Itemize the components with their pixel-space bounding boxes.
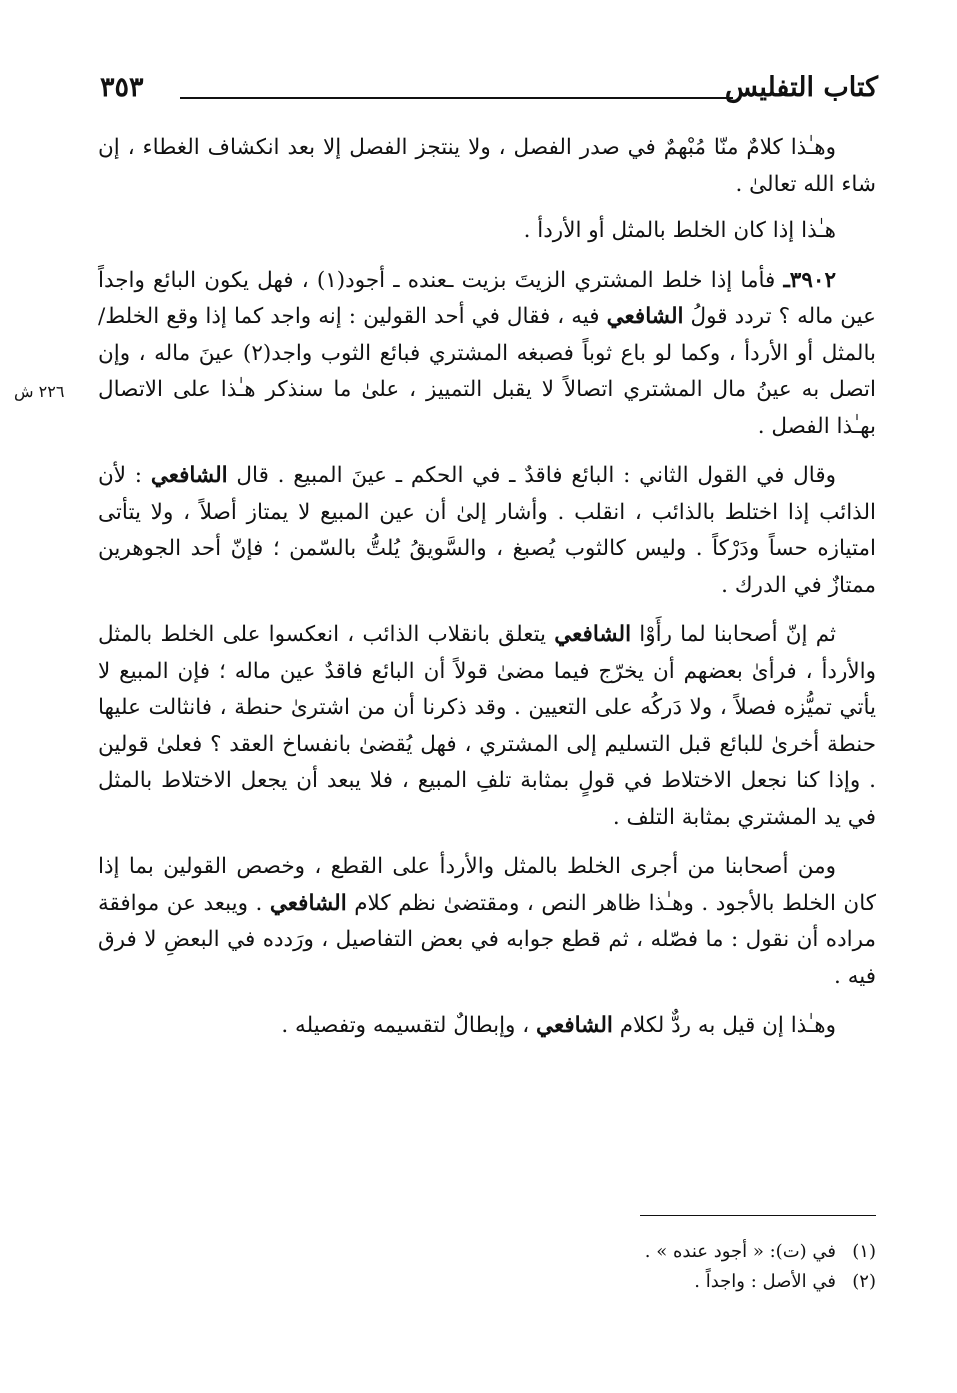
header-rule xyxy=(180,97,733,99)
paragraph: ٣٩٠٢ـ فأما إذا خلط المشتري الزيتَ بزيت ـعنده ـ أجود(١) ، فهل يكون البائع واجداً عين ماله ؟ تردد قولُ الشافعي فيه ، فقال في أحد القولين : إنه واجد كما إذا وقع الخلط/ بالمثل أو الأردأ ، وكما لو باع ثوباً فصبغه المشتري فبائع الثوب واجد(٢) عينَ ماله ، وإن اتصل به عينُ مال المشتري اتصالاً لا يقبل التمييز ، علىٰ ما سنذكر هـٰذا على الاتصال بهـٰذا الفصل . xyxy=(98,267,876,439)
footnotes xyxy=(300,1237,876,1297)
page-header xyxy=(100,68,878,112)
footnote-text: في (ت): « أجود عنده » . xyxy=(644,1241,836,1262)
paragraph: ومن أصحابنا من أجرى الخلط بالمثل والأردأ على القطع ، وخصص القولين بما إذا كان الخلط بالأجود . وهـٰذا ظاهر النص ، ومقتضىٰ نظم كلام الشافعي . ويبعد عن موافقة مراده أن نقول : ما فصّله ، ثم قطع جوابه في بعض التفاصيل ، ورَدده في البعضِ لا فرق فيه . xyxy=(98,854,876,989)
footnote-number: (١) xyxy=(852,1241,876,1262)
main-text xyxy=(98,130,876,1058)
footnote-number: (٢) xyxy=(852,1271,876,1292)
page-number: ٣٥٣ xyxy=(100,72,144,103)
paragraph: ثم إنّ أصحابنا لما رأَوْا الشافعي يتعلق بانقلاب الذائب ، انعكسوا على الخلط بالمثل والأردأ ، فرأىٰ بعضهم أن يخرّج فيما مضىٰ قولاً أن البائع فاقدٌ عين ماله ؛ فإن المبيع لا يأتي تميُّزه فصلاً ، ولا دَركُه على التعيين . وقد ذكرنا أن من اشترىٰ حنطة ، فانثالت عليها حنطة أخرىٰ للبائع قبل التسليم إلى المشتري ، فهل يُقضىٰ بانفساخ العقد ؟ فعلىٰ قولين . وإذا كنا نجعل الاختلاط في قولٍ بمثابة تلفِ المبيع ، فلا يبعد أن يجعل الاختلاط بالمثل في يد المشتري بمثابة التلف . xyxy=(98,622,876,830)
footnote xyxy=(300,1267,876,1297)
paragraph: وهـٰذا إن قيل به ردٌّ لكلام الشافعي ، وإبطالٌ لتقسيمه وتفصيله . xyxy=(281,1013,836,1038)
footnote-text: في الأصل : واجداً . xyxy=(694,1271,836,1292)
paragraph: وقال في القول الثاني : البائع فاقدٌ ـ في الحكم ـ عينَ المبيع . قال الشافعي : لأن الذائب إذا اختلط بالذائب ، انقلب . وأشار إلىٰ أن عين المبيع لا يمتاز أصلاً ، ولا يتأتى امتيازه حساً ودَرْكاً . وليس كالثوب يُصبغ ، والسَّويقُ يُلتُّ بالسّمن ؛ فإنّ أحد الجوهرين ممتازٌ في الدرك . xyxy=(98,463,876,598)
paragraph: وهـٰذا كلامٌ منّا مُبْهمٌ في صدر الفصل ، ولا ينتجز الفصل إلا بعد انكشاف الغطاء ، إن شاء الله تعالىٰ . xyxy=(98,135,876,197)
book-title: كتاب التفليس xyxy=(724,72,878,103)
footnote xyxy=(300,1237,876,1267)
margin-note: ٢٢٦ ش xyxy=(14,382,65,401)
footnote-separator xyxy=(640,1215,876,1216)
paragraph: هـٰذا إذا كان الخلط بالمثل أو الأردأ . xyxy=(523,218,836,243)
